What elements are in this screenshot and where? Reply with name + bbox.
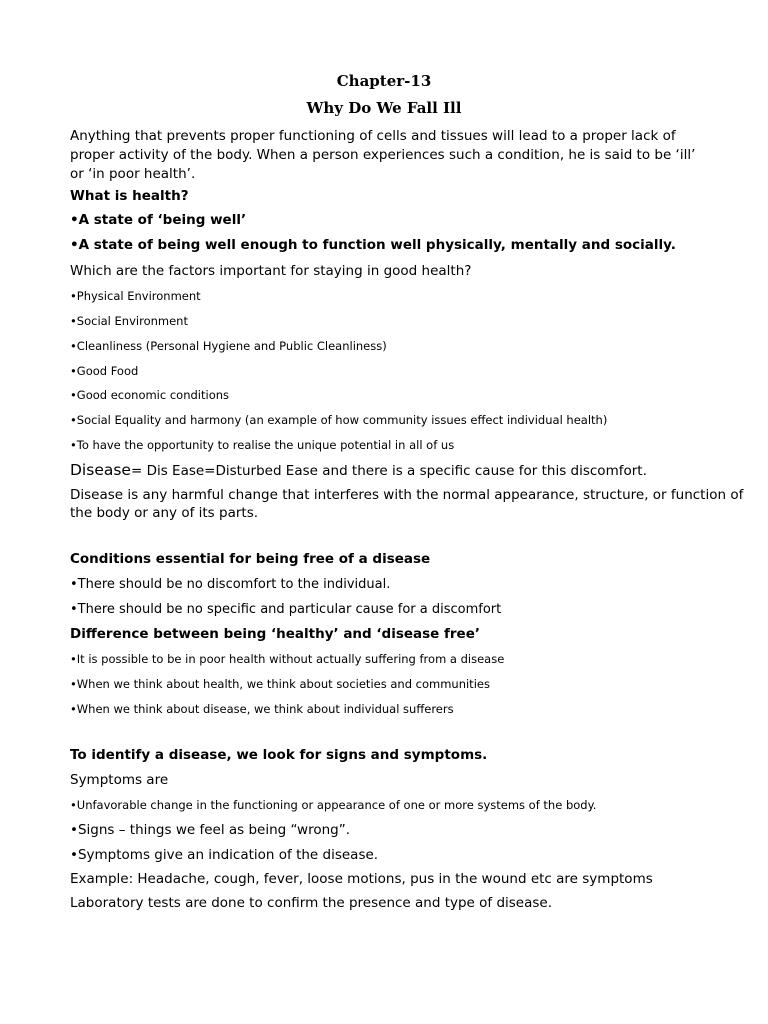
symptom-item-1: •Unfavorable change in the functioning or appearance of one or more systems of the body.	[70, 798, 597, 812]
intro-line-1: Anything that prevents proper functioning of cells and tissues will lead to a proper lack of	[70, 128, 676, 144]
factor-item: •Social Environment	[70, 314, 188, 328]
symptom-item-3: •Symptoms give an indication of the disease.	[70, 847, 379, 863]
symptoms-are: Symptoms are	[70, 772, 169, 788]
health-heading: What is health?	[70, 188, 189, 204]
disease-desc-line-1: Disease is any harmful change that interferes with the normal appearance, structure, or function of	[70, 487, 744, 503]
identify-heading: To identify a disease, we look for signs and symptoms.	[70, 747, 488, 763]
factor-item: •Social Equality and harmony (an example of how community issues effect individual health)	[70, 413, 608, 427]
disease-word: Disease	[70, 461, 131, 479]
condition-item: •There should be no specific and particular cause for a discomfort	[70, 602, 502, 617]
factor-item: •To have the opportunity to realise the unique potential in all of us	[70, 438, 455, 452]
chapter-number: Chapter-13	[336, 72, 432, 90]
difference-item: •When we think about disease, we think about individual sufferers	[70, 702, 454, 716]
disease-desc-line-2: the body or any of its parts.	[70, 505, 259, 521]
difference-item: •It is possible to be in poor health without actually suffering from a disease	[70, 652, 505, 666]
factor-item: •Good economic conditions	[70, 388, 230, 402]
factors-question: Which are the factors important for staying in good health?	[70, 263, 472, 279]
symptom-item-2: •Signs – things we feel as being “wrong”.	[70, 822, 350, 838]
disease-definition	[70, 461, 647, 479]
factor-item: •Good Food	[70, 364, 139, 378]
disease-definition-rest: = Dis Ease=Disturbed Ease and there is a specific cause for this discomfort.	[130, 463, 647, 479]
condition-item: •There should be no discomfort to the individual.	[70, 577, 391, 592]
chapter-title: Why Do We Fall Ill	[306, 99, 462, 117]
health-point-2: •A state of being well enough to function well physically, mentally and socially.	[70, 237, 676, 253]
health-point-1: •A state of ‘being well’	[70, 212, 247, 228]
factor-item: •Physical Environment	[70, 289, 201, 303]
intro-line-3: or ‘in poor health’.	[70, 166, 196, 182]
difference-item: •When we think about health, we think about societies and communities	[70, 677, 490, 691]
factor-item: •Cleanliness (Personal Hygiene and Public Cleanliness)	[70, 339, 387, 353]
symptom-example: Example: Headache, cough, fever, loose motions, pus in the wound etc are symptoms	[70, 871, 653, 887]
conditions-heading: Conditions essential for being free of a disease	[70, 551, 431, 567]
intro-line-2: proper activity of the body. When a person experiences such a condition, he is said to be ‘ill’	[70, 147, 696, 163]
difference-heading: Difference between being ‘healthy’ and ‘disease free’	[70, 626, 480, 642]
lab-tests: Laboratory tests are done to confirm the presence and type of disease.	[70, 895, 553, 911]
